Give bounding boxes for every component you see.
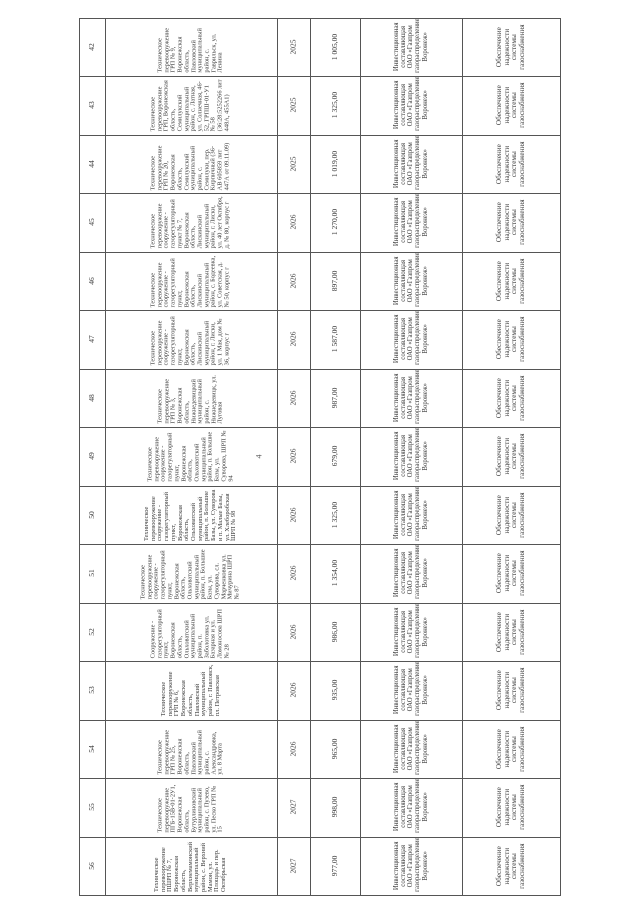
project-purpose bbox=[463, 77, 559, 133]
object-description-text: Техническое перевооружение сооружение - газорегуляторный пункт, Воронежская область, Ольховатский муниципальный район, п. Большие Базы, ул. Суворова, сл. Марченковка ул. Мичурина ШРП № 87 bbox=[139, 549, 241, 599]
completion-year bbox=[278, 370, 309, 426]
cost-amount bbox=[311, 604, 359, 660]
cost-amount bbox=[311, 311, 359, 367]
project-purpose bbox=[463, 487, 559, 543]
funding-source bbox=[361, 311, 461, 367]
funding-source bbox=[361, 545, 461, 601]
completion-year bbox=[278, 311, 309, 367]
completion-year-text: 2026 bbox=[288, 331, 298, 347]
object-description bbox=[106, 487, 276, 543]
funding-source-text: Инвестиционная составляющая ОАО «Газпром газораспределение Воронеж» bbox=[393, 19, 429, 73]
completion-year bbox=[278, 604, 309, 660]
cost-amount bbox=[311, 487, 359, 543]
completion-year bbox=[278, 77, 309, 133]
completion-year bbox=[278, 253, 309, 309]
project-purpose-text: Обеспечение надежности системы газоснабжения bbox=[494, 82, 526, 128]
row-number bbox=[80, 136, 104, 192]
object-description bbox=[106, 194, 276, 250]
project-purpose-text: Обеспечение надежности системы газоснабжения bbox=[494, 316, 526, 362]
project-purpose-text: Обеспечение надежности системы газоснабжения bbox=[494, 258, 526, 304]
completion-year-text: 2025 bbox=[288, 39, 298, 55]
funding-source-text: Инвестиционная составляющая ОАО «Газпром газораспределение Воронеж» bbox=[393, 77, 429, 131]
project-purpose bbox=[463, 662, 559, 718]
cost-amount bbox=[311, 545, 359, 601]
cost-amount-text: 679,00 bbox=[330, 445, 340, 467]
row-number-text: 56 bbox=[87, 862, 97, 870]
completion-year-text: 2026 bbox=[288, 565, 298, 581]
project-purpose bbox=[463, 253, 559, 309]
project-purpose bbox=[463, 779, 559, 835]
object-description-text: Техническое перевооружение ГРП, Воронежская область, Семилукский муниципальный район, с. Латная, ул. Солнечная, 46-52, ГРПШ-01-У1 № 58 (36:28:5252266 лит 448А, 455А1) bbox=[149, 79, 231, 131]
row-number-text: 50 bbox=[87, 511, 97, 519]
row-number-text: 45 bbox=[87, 218, 97, 226]
row-number-text: 51 bbox=[87, 569, 97, 577]
completion-year-text: 2025 bbox=[288, 156, 298, 172]
cost-amount bbox=[311, 779, 359, 835]
row-number bbox=[80, 838, 104, 894]
row-number bbox=[80, 604, 104, 660]
row-number-text: 46 bbox=[87, 277, 97, 285]
cost-amount bbox=[311, 428, 359, 484]
completion-year-text: 2026 bbox=[288, 507, 298, 523]
object-description-text: Техническое перевооружение сооружение - газорегуляторный пункт № 7, Воронежская область, Лискинский муниципальный район, г. Лиски, ул. 40 лет Октября, д. № 80, корпус г bbox=[149, 196, 231, 248]
cost-amount bbox=[311, 19, 359, 75]
object-description bbox=[106, 136, 276, 192]
project-purpose bbox=[463, 545, 559, 601]
project-purpose-text: Обеспечение надежности системы газоснабжения bbox=[494, 433, 526, 479]
object-description bbox=[106, 19, 276, 75]
completion-year bbox=[278, 19, 309, 75]
project-purpose-text: Обеспечение надежности системы газоснабжения bbox=[494, 492, 526, 538]
project-purpose-text: Обеспечение надежности системы газоснабжения bbox=[494, 375, 526, 421]
cost-amount-text: 965,00 bbox=[330, 738, 340, 760]
row-number bbox=[80, 779, 104, 835]
funding-source-text: Инвестиционная составляющая ОАО «Газпром газораспределение Воронеж» bbox=[393, 604, 429, 658]
project-purpose-text: Обеспечение надежности системы газоснабжения bbox=[494, 550, 526, 596]
row-number bbox=[80, 721, 104, 777]
funding-source bbox=[361, 428, 461, 484]
project-purpose-text: Обеспечение надежности системы газоснабжения bbox=[494, 843, 526, 889]
row-number-text: 43 bbox=[87, 101, 97, 109]
funding-source-text: Инвестиционная составляющая ОАО «Газпром газораспределение Воронеж» bbox=[393, 370, 429, 424]
completion-year-text: 2027 bbox=[288, 858, 298, 874]
row-number bbox=[80, 428, 104, 484]
row-number bbox=[80, 487, 104, 543]
object-description-text: Техническое перевооружение ГРП № 9, Воронежская область, Павловский муниципальный район, с. Гаврильск, ул. Ленина bbox=[156, 28, 224, 73]
column-line bbox=[560, 18, 561, 895]
project-purpose-text: Обеспечение надежности системы газоснабжения bbox=[494, 784, 526, 830]
completion-year-text: 2026 bbox=[288, 214, 298, 230]
completion-year-text: 2026 bbox=[288, 741, 298, 757]
completion-year-text: 2025 bbox=[288, 97, 298, 113]
row-number bbox=[80, 545, 104, 601]
cost-amount-text: 987,00 bbox=[330, 387, 340, 409]
project-purpose bbox=[463, 838, 559, 894]
object-description bbox=[106, 545, 276, 601]
project-purpose bbox=[463, 311, 559, 367]
project-purpose-text: Обеспечение надежности системы газоснабжения bbox=[494, 667, 526, 713]
row-number-text: 55 bbox=[87, 803, 97, 811]
cost-amount bbox=[311, 370, 359, 426]
funding-source-text: Инвестиционная составляющая ОАО «Газпром газораспределение Воронеж» bbox=[393, 545, 429, 599]
cost-amount-text: 998,00 bbox=[330, 796, 340, 818]
object-description bbox=[106, 428, 276, 484]
row-number-text: 42 bbox=[87, 43, 97, 51]
funding-source bbox=[361, 19, 461, 75]
row-number bbox=[80, 662, 104, 718]
object-description-text: Техническое перевооружение ГРП № 3, Воронежская область, Нижнедевицкий муниципальный район, с. Нижнедевицк, ул. Луговая bbox=[156, 375, 224, 424]
object-description-text: Техническое перевооружение ГРП № 25, Воронежская область, Павловский муниципальный район, с. Александровка, ул. 8 Марта bbox=[156, 730, 224, 775]
funding-source bbox=[361, 779, 461, 835]
completion-year bbox=[278, 779, 309, 835]
completion-year bbox=[278, 487, 309, 543]
object-description bbox=[106, 311, 276, 367]
row-number bbox=[80, 77, 104, 133]
object-description bbox=[106, 77, 276, 133]
cost-amount-text: 1 354,00 bbox=[330, 559, 340, 587]
row-number bbox=[80, 370, 104, 426]
cost-amount bbox=[311, 721, 359, 777]
funding-source-text: Инвестиционная составляющая ОАО «Газпром газораспределение Воронеж» bbox=[393, 721, 429, 775]
object-description bbox=[106, 662, 276, 718]
funding-source bbox=[361, 253, 461, 309]
funding-source-text: Инвестиционная составляющая ОАО «Газпром газораспределение Воронеж» bbox=[393, 428, 429, 482]
object-description bbox=[106, 604, 276, 660]
cost-amount-text: 935,00 bbox=[330, 679, 340, 701]
funding-source-text: Инвестиционная составляющая ОАО «Газпром газораспределение Воронеж» bbox=[393, 779, 429, 833]
funding-source-text: Инвестиционная составляющая ОАО «Газпром газораспределение Воронеж» bbox=[393, 838, 429, 892]
cost-amount bbox=[311, 253, 359, 309]
project-purpose-text: Обеспечение надежности системы газоснабжения bbox=[494, 609, 526, 655]
project-purpose bbox=[463, 136, 559, 192]
object-description-text: Техническое перевооружение сооружение - газорегуляторный пункт, Воронежская область, Лискинский муниципальный район, г. Лиски, ул. 1 Мая, дом № 36, корпус г bbox=[149, 315, 231, 365]
funding-source-text: Инвестиционная составляющая ОАО «Газпром газораспределение Воронеж» bbox=[393, 311, 429, 365]
cost-amount bbox=[311, 662, 359, 718]
completion-year bbox=[278, 662, 309, 718]
funding-source-text: Инвестиционная составляющая ОАО «Газпром газораспределение Воронеж» bbox=[393, 136, 429, 190]
completion-year bbox=[278, 194, 309, 250]
completion-year bbox=[278, 428, 309, 484]
completion-year bbox=[278, 838, 309, 894]
cost-amount bbox=[311, 838, 359, 894]
funding-source bbox=[361, 77, 461, 133]
cost-amount-text: 1 325,00 bbox=[330, 501, 340, 529]
cost-amount-text: 1 270,00 bbox=[330, 208, 340, 236]
row-number-text: 53 bbox=[87, 686, 97, 694]
funding-source bbox=[361, 662, 461, 718]
row-number bbox=[80, 194, 104, 250]
object-description bbox=[106, 370, 276, 426]
completion-year-text: 2026 bbox=[288, 682, 298, 698]
object-description-text: Техническое перевооружение сооружение - газорегуляторный пункт, Воронежская область, Лискинский муниципальный район, с. Бодеевка, ул. Советская, д. № 50, корпус г bbox=[149, 255, 231, 307]
object-description bbox=[106, 253, 276, 309]
cost-amount-text: 977,00 bbox=[330, 855, 340, 877]
funding-source-text: Инвестиционная составляющая ОАО «Газпром газораспределение Воронеж» bbox=[393, 253, 429, 307]
completion-year-text: 2027 bbox=[288, 799, 298, 815]
completion-year bbox=[278, 136, 309, 192]
object-description-text: Техническое перевооружение ГРП № 6, Воронежская область, Павловский муниципальный район, г. Павловск, пл. Петровская bbox=[159, 664, 221, 716]
funding-source-text: Инвестиционная составляющая ОАО «Газпром газораспределение Воронеж» bbox=[393, 662, 429, 716]
object-description-text: Техническое перевооружение ГРП № 20, Воронежская область, Семилукский муниципальный район, с. Семилуки, пер. Кирпичный (36-АВ 605859 лит 447А от 09.11.09) bbox=[149, 142, 231, 190]
object-description bbox=[106, 779, 276, 835]
funding-source bbox=[361, 194, 461, 250]
row-number-text: 48 bbox=[87, 394, 97, 402]
row-number bbox=[80, 253, 104, 309]
object-description-text: Техническое перевооружение ПГБ-15В-01-2У1, Воронежская область, Бутурлиновский муниципальный район, с. Пузево, ул. Песко ГРП № 15 bbox=[156, 785, 224, 833]
row-number-text: 49 bbox=[87, 452, 97, 460]
completion-year bbox=[278, 545, 309, 601]
project-purpose-text: Обеспечение надежности системы газоснабжения bbox=[494, 24, 526, 70]
row-number bbox=[80, 19, 104, 75]
cost-amount bbox=[311, 194, 359, 250]
funding-source bbox=[361, 487, 461, 543]
row-number-text: 47 bbox=[87, 335, 97, 343]
row-number-text: 44 bbox=[87, 160, 97, 168]
project-purpose bbox=[463, 194, 559, 250]
project-purpose-text: Обеспечение надежности системы газоснабжения bbox=[494, 726, 526, 772]
project-purpose bbox=[463, 428, 559, 484]
object-description bbox=[106, 838, 276, 894]
object-description-text: Техническое перевооружение сооружение - газорегуляторный пункт, Воронежская область, Ольховатский муниципальный район, п. Большие Базы, ул. Суворова, ШРП № 94 bbox=[146, 430, 234, 482]
row-number bbox=[80, 311, 104, 367]
project-purpose-text: Обеспечение надежности системы газоснабжения bbox=[494, 141, 526, 187]
row-number-text: 52 bbox=[87, 628, 97, 636]
row-line bbox=[79, 895, 561, 896]
project-purpose bbox=[463, 721, 559, 777]
funding-source bbox=[361, 136, 461, 192]
page-number: 4 bbox=[254, 454, 264, 459]
funding-source bbox=[361, 370, 461, 426]
completion-year-text: 2026 bbox=[288, 390, 298, 406]
completion-year-text: 2026 bbox=[288, 273, 298, 289]
object-description-text: Техническое перевооружение ПШРП № 7, Воронежская область, Верхнемамонский муниципальный район, с. Верхний Мамон, ул. Площадь и пер. Октябрьская bbox=[153, 841, 228, 892]
object-description bbox=[106, 721, 276, 777]
funding-source-text: Инвестиционная составляющая ОАО «Газпром газораспределение Воронеж» bbox=[393, 487, 429, 541]
completion-year bbox=[278, 721, 309, 777]
funding-source bbox=[361, 838, 461, 894]
cost-amount-text: 1 005,00 bbox=[330, 33, 340, 61]
project-purpose-text: Обеспечение надежности системы газоснабжения bbox=[494, 199, 526, 245]
completion-year-text: 2026 bbox=[288, 624, 298, 640]
cost-amount-text: 897,00 bbox=[330, 270, 340, 292]
cost-amount-text: 986,00 bbox=[330, 621, 340, 643]
project-purpose bbox=[463, 19, 559, 75]
cost-amount bbox=[311, 77, 359, 133]
project-purpose bbox=[463, 604, 559, 660]
cost-amount-text: 1 325,00 bbox=[330, 91, 340, 119]
object-description-text: Сооружение - газорегуляторный пункт, Воронежская область, Ольховатский муниципальный район, п. Заболотовка ул. Базарная и ул. Ломоносова ШРП № 28 bbox=[149, 608, 231, 658]
row-number-text: 54 bbox=[87, 745, 97, 753]
completion-year-text: 2026 bbox=[288, 448, 298, 464]
funding-source bbox=[361, 604, 461, 660]
cost-amount-text: 1 587,00 bbox=[330, 325, 340, 353]
object-description-text: Техническое перевооружение сооружение - газорегуляторный пункт, Воронежская область, Ольховатский муниципальный район, п. Большие Базы, ул. Суворова и п. Малые Базы, ул. Хлеборобская ШРП № 98 bbox=[142, 489, 238, 541]
cost-amount-text: 1 019,00 bbox=[330, 150, 340, 178]
funding-source bbox=[361, 721, 461, 777]
funding-source-text: Инвестиционная составляющая ОАО «Газпром газораспределение Воронеж» bbox=[393, 194, 429, 248]
project-purpose bbox=[463, 370, 559, 426]
cost-amount bbox=[311, 136, 359, 192]
